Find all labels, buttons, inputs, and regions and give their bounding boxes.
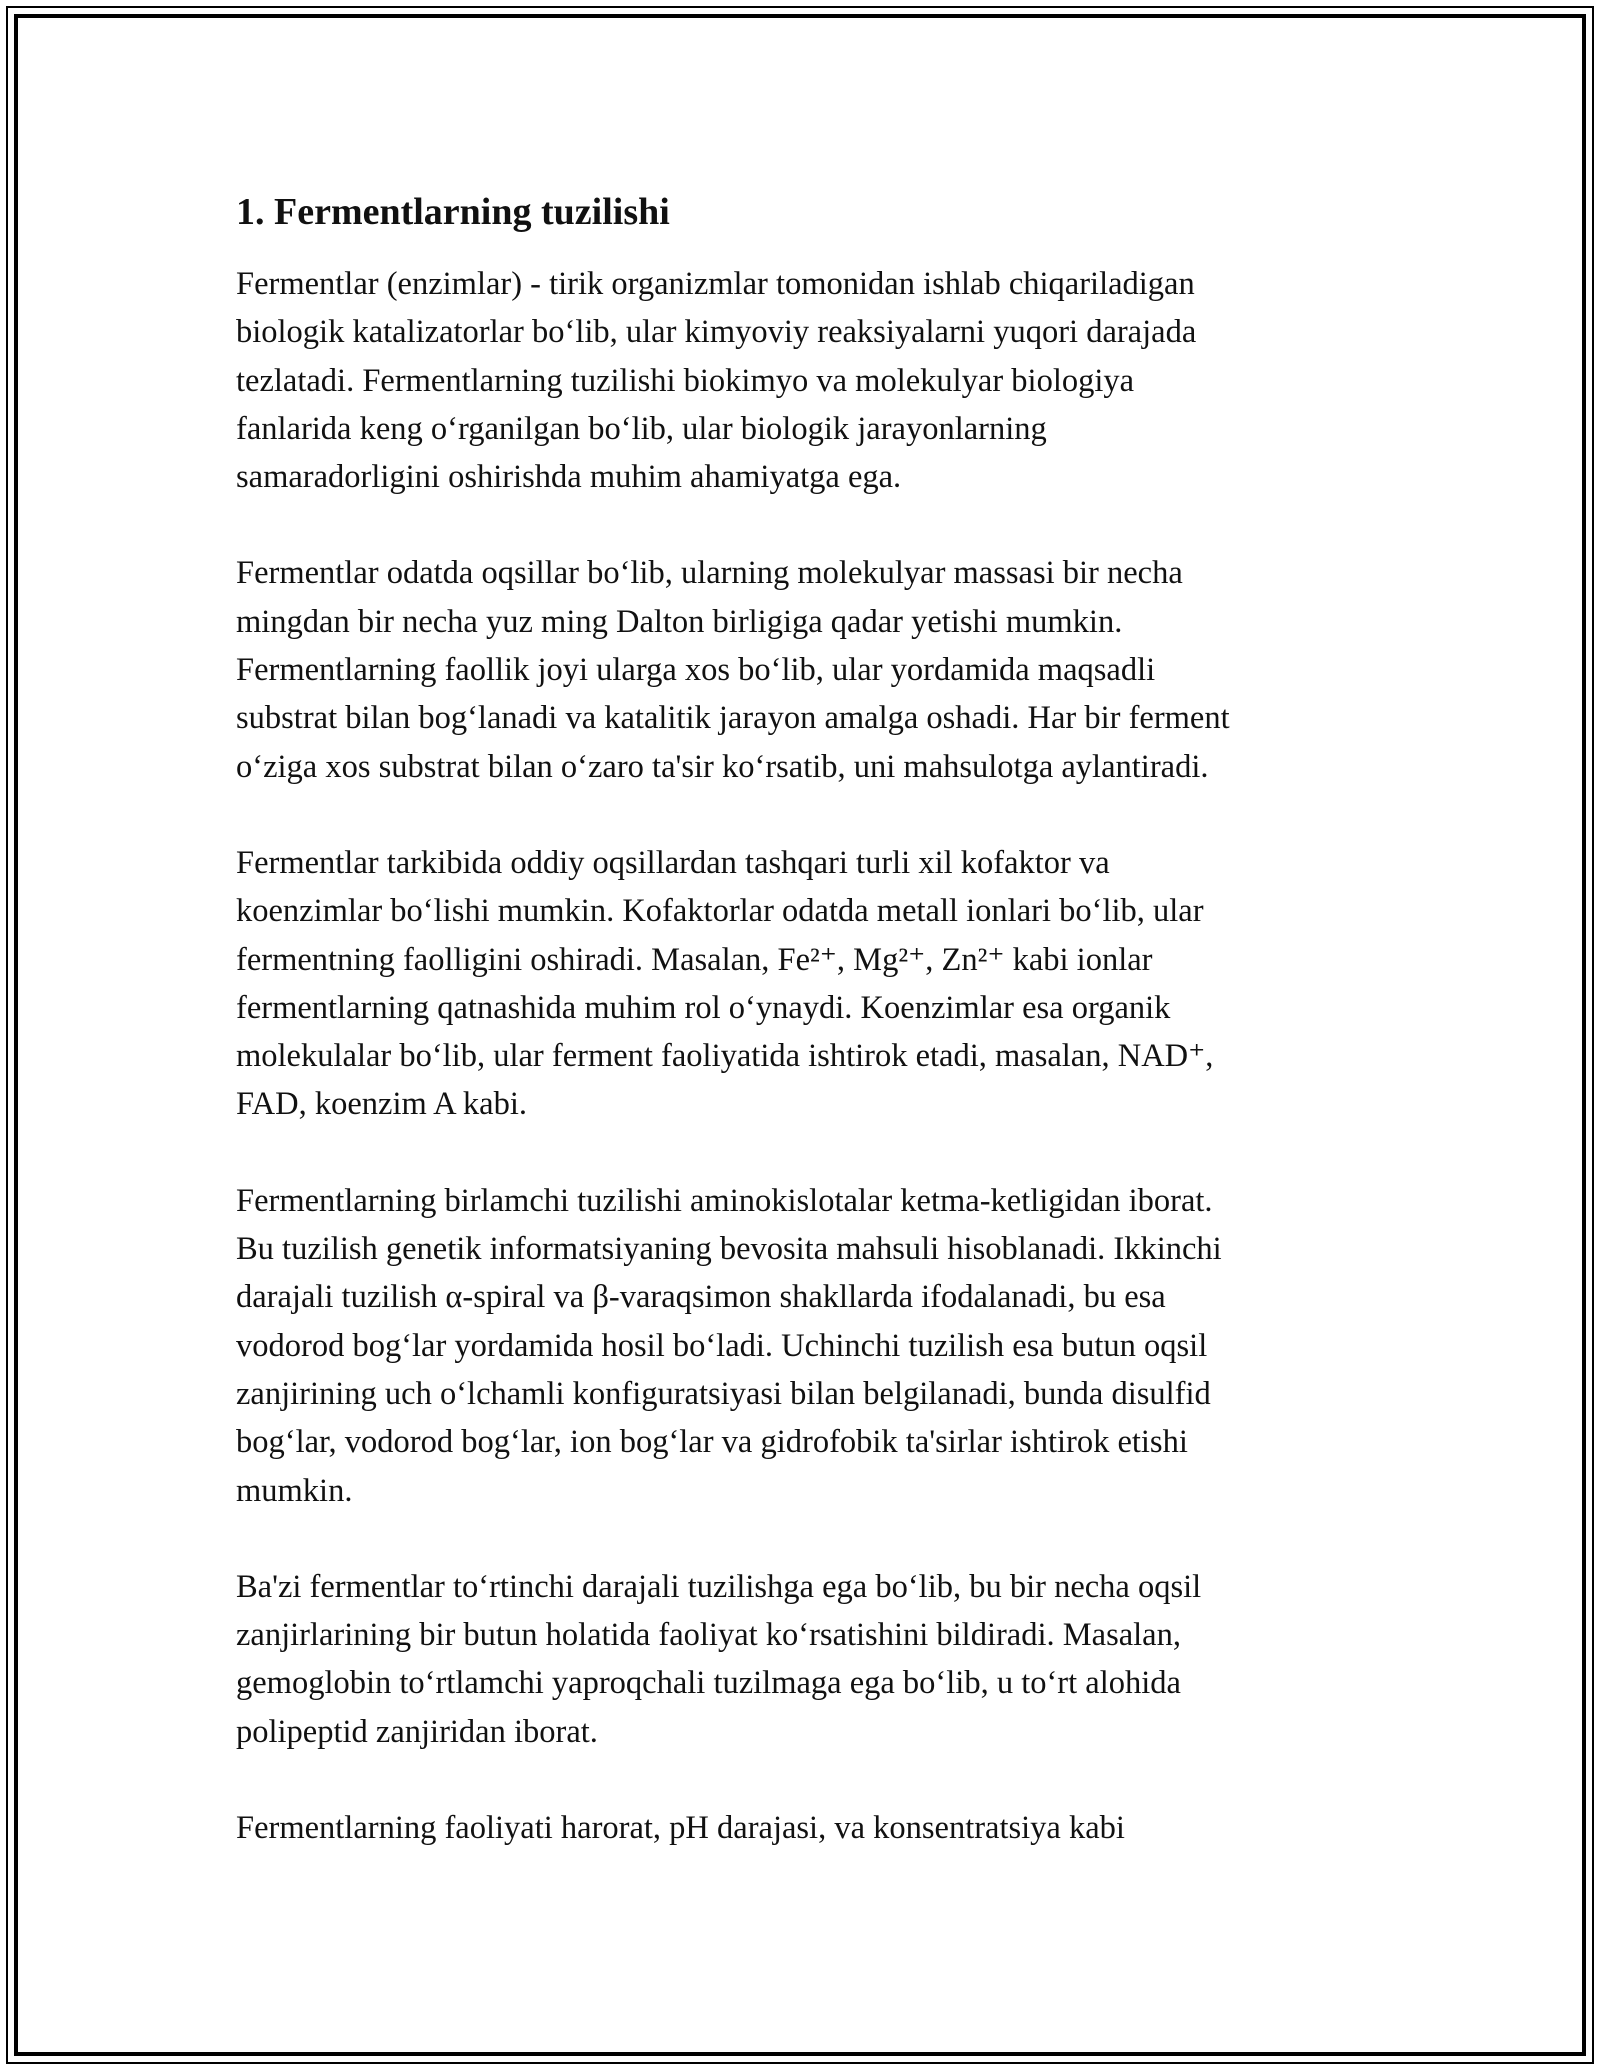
document-body xyxy=(236,186,1376,1900)
paragraph-5: Ba'zi fermentlar to‘rtinchi darajali tuzilishga ega bo‘lib, bu bir necha oqsil zanjirlarining bir butun holatida faoliyat ko‘rsatishini bildiradi. Masalan, gemoglobin to‘rtlamchi yaproqchali tuzilmaga ega bo‘lib, u to‘rt alohida polipeptid zanjiridan iborat. xyxy=(236,1568,1202,1750)
paragraph-6: Fermentlarning faoliyati harorat, pH darajasi, va konsentratsiya kabi xyxy=(236,1810,1125,1847)
paragraph-4: Fermentlarning birlamchi tuzilishi aminokislotalar ketma-ketligidan iborat. Bu tuzilish genetik informatsiyaning bevosita mahsuli hisoblanadi. Ikkinchi darajali tuzilish α-spiral va β-varaqsimon shakllarda ifodalanadi, bu esa vodorod bog‘lar yordamida hosil bo‘ladi. Uchinchi tuzilish esa butun oqsil zanjirining uch o‘lchamli konfiguratsiyasi bilan belgilanadi, bunda disulfid bog‘lar, vodorod bog‘lar, ion bog‘lar va gidrofobik ta'sirlar ishtirok etishi mumkin. xyxy=(236,1182,1222,1509)
paragraph-1: Fermentlar (enzimlar) - tirik organizmlar tomonidan ishlab chiqariladigan biologik katalizatorlar bo‘lib, ular kimyoviy reaksiyalarni yuqori darajada tezlatadi. Fermentlarning tuzilishi biokimyo va molekulyar biologiya fanlarida keng o‘rganilgan bo‘lib, ular biologik jarayonlarning samaradorligini oshirishda muhim ahamiyatga ega. xyxy=(236,266,1197,496)
section-heading: 1. Fermentlarning tuzilishi xyxy=(236,191,670,233)
paragraph-3: Fermentlar tarkibida oddiy oqsillardan tashqari turli xil kofaktor va koenzimlar bo‘lishi mumkin. Kofaktorlar odatda metall ionlari bo‘lib, ular fermentning faolligini oshiradi. Masalan, Fe²⁺, Mg²⁺, Zn²⁺ kabi ionlar fermentlarning qatnashida muhim rol o‘ynaydi. Koenzimlar esa organik molekulalar bo‘lib, ular ferment faoliyatida ishtirok etadi, masalan, NAD⁺, FAD, koenzim A kabi. xyxy=(236,844,1214,1123)
paragraph-2: Fermentlar odatda oqsillar bo‘lib, ularning molekulyar massasi bir necha mingdan bir necha yuz ming Dalton birligiga qadar yetishi mumkin. Fermentlarning faollik joyi ularga xos bo‘lib, ular yordamida maqsadli substrat bilan bog‘lanadi va katalitik jarayon amalga oshadi. Har bir ferment o‘ziga xos substrat bilan o‘zaro ta'sir ko‘rsatib, uni mahsulotga aylantiradi. xyxy=(236,555,1230,785)
